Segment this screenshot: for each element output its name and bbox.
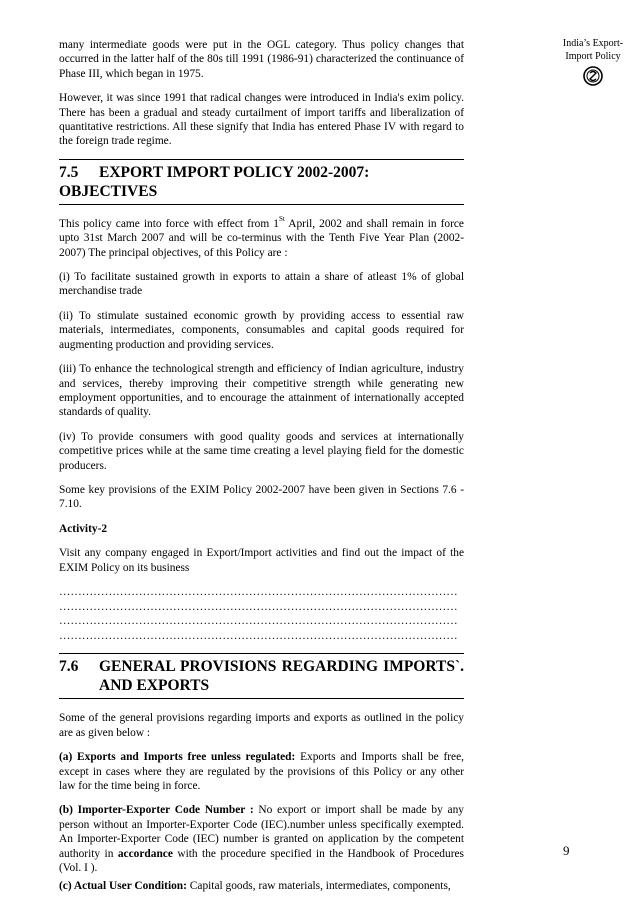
side-header [558,38,628,86]
provision-c [59,879,464,893]
section-7-5-heading [59,159,464,205]
activity-title [59,522,464,536]
circle-seal-icon [583,66,603,86]
page-body [59,38,464,904]
provision-c-text: Capital goods, raw materials, intermediates, components, [186,880,451,893]
activity-text: Visit any company engaged in Export/Import activities and find out the impact of the EXIM Policy on its business [59,547,464,574]
provision-a-text: Exports and Imports shall be free, except in cases where they are regulated by the provisions of this Policy or any other law for the time being in force. [59,751,464,792]
superscript: St [278,214,285,223]
answer-line: …………………………………………………………………………………………… [59,585,458,598]
section-7-6-heading [59,653,464,699]
text-run: April, 2002 and shall remain in force upto 31st March 2007 and will be co-terminus with the Tenth Five Year Plan (2002-2007) The principal objectives, of this Policy are : [59,217,464,259]
side-title-line1: India’s Export- [562,38,624,49]
side-title-line2: Import Policy [565,50,621,62]
section-title [99,657,464,695]
intro-paragraph-2: However, it was since 1991 that radical changes were introduced in India's exim policy. There has been a gradual and steady curtailment of import tariffs and liberalization of quantitative restrictions. All these signify that India has entered Phase IV with regard to the foreign trade regime. [59,92,464,148]
answer-line: …………………………………………………………………………………………… [59,600,458,613]
answer-line: …………………………………………………………………………………………… [59,629,458,642]
provision-b-text: No export or import shall be made by any person without an Importer-Exporter Code (IEC).number unless specifically exempted. An Importer-Exporter Code (IEC) number is granted on application by the competent authority in [59,804,464,860]
activity-title-text: Activity-2 [59,522,108,535]
section-number: 7.6 [59,658,79,676]
objective-3: (iii) To enhance the technological strength and efficiency of Indian agriculture, industry and services, thereby improving their competitive strength while generating new employment opportunities, and to encourage the attainment of internationally accepted standards of quality. [59,363,464,419]
provision-b-text-end: with the procedure specified in the Handbook of Procedures (Vol. I ). [59,847,464,874]
provision-b-bold: accordance [117,847,173,860]
answer-line: …………………………………………………………………………………………… [59,615,458,628]
section-title-line1: GENERAL PROVISIONS REGARDING IMPORTS`. [99,658,464,676]
provision-a [59,750,464,793]
section-7-6-intro: Some of the general provisions regarding imports and exports as outlined in the policy are as given below : [59,712,464,739]
page-number: 9 [563,843,570,858]
objective-4: (iv) To provide consumers with good quality goods and services at internationally competitive prices while at the same time creating a level playing field for the domestic producers. [59,430,464,472]
section-title-line2: AND EXPORTS [99,677,210,695]
key-provisions-note: Some key provisions of the EXIM Policy 2002-2007 have been given in Sections 7.6 - 7.10. [59,483,464,511]
section-title: EXPORT IMPORT POLICY 2002-2007: OBJECTIVES [59,163,370,200]
provision-b-label: (b) Importer-Exporter Code Number : [59,804,254,817]
provision-c-label: (c) Actual User Condition: [59,880,187,893]
objective-1: (i) To facilitate sustained growth in exports to attain a share of atleast 1% of global merchandise trade [59,271,464,298]
section-7-5-paragraph [59,214,464,260]
answer-lines [59,585,464,643]
text-run: This policy came into force with effect from 1 [59,217,279,230]
provision-a-label: (a) Exports and Imports free unless regulated: [59,751,296,764]
section-number: 7.5 [59,163,79,181]
objective-2: (ii) To stimulate sustained economic growth by providing access to essential raw materials, intermediates, components, consumables and capital goods required for augmenting production and providing services. [59,309,464,351]
intro-paragraph-1: many intermediate goods were put in the OGL category. Thus policy changes that occurred in the latter half of the 80s till 1991 (1986-91) characterized the continuance of Phase III, which began in 1975. [59,39,464,80]
provision-b [59,803,464,875]
